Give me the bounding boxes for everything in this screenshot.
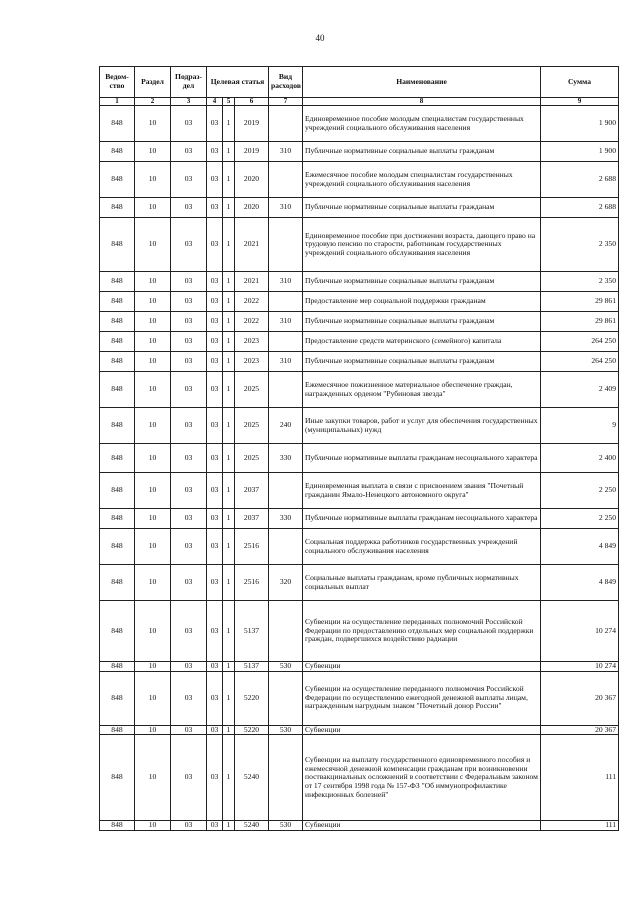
cell-podrazdel: 03 bbox=[171, 312, 207, 332]
cell-podrazdel: 03 bbox=[171, 162, 207, 198]
cell-vedomstvo: 848 bbox=[100, 601, 135, 662]
cell-celevaya-1: 03 bbox=[207, 601, 223, 662]
cell-summa: 264 250 bbox=[541, 332, 619, 352]
cell-razdel: 10 bbox=[135, 162, 171, 198]
col-number: 8 bbox=[303, 98, 541, 106]
cell-razdel: 10 bbox=[135, 601, 171, 662]
cell-celevaya-3: 2020 bbox=[235, 162, 269, 198]
col-number: 9 bbox=[541, 98, 619, 106]
cell-vid-raskhodov bbox=[269, 473, 303, 509]
cell-celevaya-2: 1 bbox=[223, 473, 235, 509]
cell-vedomstvo: 848 bbox=[100, 372, 135, 408]
cell-summa: 2 250 bbox=[541, 509, 619, 529]
cell-podrazdel: 03 bbox=[171, 332, 207, 352]
cell-naimenovanie: Публичные нормативные социальные выплаты гражданам bbox=[303, 142, 541, 162]
cell-celevaya-3: 2021 bbox=[235, 272, 269, 292]
cell-summa: 20 367 bbox=[541, 671, 619, 725]
cell-vid-raskhodov bbox=[269, 106, 303, 142]
cell-celevaya-3: 2037 bbox=[235, 509, 269, 529]
cell-naimenovanie: Субвенции bbox=[303, 662, 541, 672]
cell-podrazdel: 03 bbox=[171, 565, 207, 601]
cell-celevaya-1: 03 bbox=[207, 725, 223, 735]
cell-naimenovanie: Публичные нормативные социальные выплаты гражданам bbox=[303, 272, 541, 292]
cell-podrazdel: 03 bbox=[171, 473, 207, 509]
cell-celevaya-1: 03 bbox=[207, 332, 223, 352]
cell-summa: 2 688 bbox=[541, 162, 619, 198]
cell-vid-raskhodov bbox=[269, 372, 303, 408]
table-row bbox=[100, 142, 619, 162]
cell-vid-raskhodov: 320 bbox=[269, 565, 303, 601]
table-row bbox=[100, 106, 619, 142]
cell-razdel: 10 bbox=[135, 473, 171, 509]
cell-summa: 9 bbox=[541, 408, 619, 444]
cell-vedomstvo: 848 bbox=[100, 408, 135, 444]
cell-celevaya-1: 03 bbox=[207, 106, 223, 142]
cell-razdel: 10 bbox=[135, 198, 171, 218]
cell-vedomstvo: 848 bbox=[100, 198, 135, 218]
cell-celevaya-2: 1 bbox=[223, 408, 235, 444]
cell-naimenovanie: Публичные нормативные социальные выплаты гражданам bbox=[303, 312, 541, 332]
cell-celevaya-1: 03 bbox=[207, 529, 223, 565]
col-number: 1 bbox=[100, 98, 135, 106]
cell-celevaya-3: 2516 bbox=[235, 529, 269, 565]
cell-celevaya-3: 5220 bbox=[235, 671, 269, 725]
cell-celevaya-2: 1 bbox=[223, 332, 235, 352]
cell-razdel: 10 bbox=[135, 352, 171, 372]
table-row bbox=[100, 162, 619, 198]
cell-naimenovanie: Субвенции на осуществление переданного полномочия Российской Федерации по осуществлению ежегодной денежной выплаты лицам, награжденным нагрудным знаком "Почетный донор России" bbox=[303, 671, 541, 725]
cell-naimenovanie: Публичные нормативные социальные выплаты гражданам bbox=[303, 198, 541, 218]
cell-razdel: 10 bbox=[135, 332, 171, 352]
cell-podrazdel: 03 bbox=[171, 408, 207, 444]
cell-celevaya-1: 03 bbox=[207, 408, 223, 444]
cell-vedomstvo: 848 bbox=[100, 218, 135, 272]
cell-celevaya-1: 03 bbox=[207, 162, 223, 198]
cell-celevaya-2: 1 bbox=[223, 352, 235, 372]
cell-naimenovanie: Единовременное пособие молодым специалистам государственных учреждений социального обслуживания населения bbox=[303, 106, 541, 142]
cell-vedomstvo: 848 bbox=[100, 671, 135, 725]
table-row bbox=[100, 725, 619, 735]
cell-celevaya-1: 03 bbox=[207, 473, 223, 509]
cell-summa: 2 400 bbox=[541, 444, 619, 473]
table-row bbox=[100, 473, 619, 509]
cell-summa: 2 350 bbox=[541, 272, 619, 292]
cell-vedomstvo: 848 bbox=[100, 142, 135, 162]
cell-podrazdel: 03 bbox=[171, 662, 207, 672]
col-number: 4 bbox=[207, 98, 223, 106]
table-body bbox=[100, 106, 619, 831]
cell-naimenovanie: Единовременное пособие при достижении возраста, дающего право на трудовую пенсию по старости, работникам государственных учреждений социального обслуживания населения bbox=[303, 218, 541, 272]
table-row bbox=[100, 372, 619, 408]
cell-vedomstvo: 848 bbox=[100, 725, 135, 735]
cell-celevaya-2: 1 bbox=[223, 509, 235, 529]
cell-razdel: 10 bbox=[135, 106, 171, 142]
cell-vid-raskhodov: 530 bbox=[269, 725, 303, 735]
cell-celevaya-1: 03 bbox=[207, 372, 223, 408]
cell-razdel: 10 bbox=[135, 292, 171, 312]
cell-celevaya-1: 03 bbox=[207, 565, 223, 601]
cell-podrazdel: 03 bbox=[171, 509, 207, 529]
cell-vid-raskhodov bbox=[269, 671, 303, 725]
cell-vedomstvo: 848 bbox=[100, 735, 135, 821]
cell-summa: 264 250 bbox=[541, 352, 619, 372]
header-naimenovanie: Наименование bbox=[303, 67, 541, 98]
cell-vedomstvo: 848 bbox=[100, 444, 135, 473]
cell-celevaya-2: 1 bbox=[223, 312, 235, 332]
cell-podrazdel: 03 bbox=[171, 444, 207, 473]
table-row bbox=[100, 735, 619, 821]
col-number: 2 bbox=[135, 98, 171, 106]
cell-celevaya-1: 03 bbox=[207, 735, 223, 821]
cell-celevaya-3: 2019 bbox=[235, 142, 269, 162]
header-celevaya-statya: Целевая статья bbox=[207, 67, 269, 98]
cell-vid-raskhodov: 310 bbox=[269, 142, 303, 162]
cell-podrazdel: 03 bbox=[171, 735, 207, 821]
cell-razdel: 10 bbox=[135, 671, 171, 725]
cell-celevaya-2: 1 bbox=[223, 821, 235, 831]
cell-vedomstvo: 848 bbox=[100, 529, 135, 565]
cell-celevaya-1: 03 bbox=[207, 509, 223, 529]
cell-razdel: 10 bbox=[135, 509, 171, 529]
cell-naimenovanie: Субвенции на выплату государственного единовременного пособия и ежемесячной денежной компенсации гражданам при возникновении поствакцинальных осложнений в соответствии с Федеральным законом от 17 сентября 1998 года № 157-ФЗ "Об иммунопрофилактике инфекционных болезней" bbox=[303, 735, 541, 821]
cell-celevaya-3: 2020 bbox=[235, 198, 269, 218]
cell-celevaya-3: 5240 bbox=[235, 735, 269, 821]
cell-vid-raskhodov bbox=[269, 735, 303, 821]
col-number: 5 bbox=[223, 98, 235, 106]
cell-naimenovanie: Субвенции bbox=[303, 821, 541, 831]
cell-podrazdel: 03 bbox=[171, 218, 207, 272]
cell-razdel: 10 bbox=[135, 444, 171, 473]
cell-naimenovanie: Ежемесячное пособие молодым специалистам государственных учреждений социального обслуживания населения bbox=[303, 162, 541, 198]
cell-razdel: 10 bbox=[135, 372, 171, 408]
cell-summa: 4 849 bbox=[541, 529, 619, 565]
cell-celevaya-1: 03 bbox=[207, 218, 223, 272]
cell-celevaya-1: 03 bbox=[207, 142, 223, 162]
cell-razdel: 10 bbox=[135, 312, 171, 332]
cell-celevaya-1: 03 bbox=[207, 444, 223, 473]
cell-vedomstvo: 848 bbox=[100, 565, 135, 601]
col-number: 7 bbox=[269, 98, 303, 106]
cell-summa: 29 861 bbox=[541, 292, 619, 312]
page-number: 40 bbox=[315, 33, 325, 43]
cell-vid-raskhodov bbox=[269, 162, 303, 198]
cell-vedomstvo: 848 bbox=[100, 312, 135, 332]
cell-vid-raskhodov: 530 bbox=[269, 821, 303, 831]
cell-razdel: 10 bbox=[135, 565, 171, 601]
cell-podrazdel: 03 bbox=[171, 671, 207, 725]
cell-celevaya-2: 1 bbox=[223, 735, 235, 821]
cell-naimenovanie: Субвенции bbox=[303, 725, 541, 735]
table-row bbox=[100, 444, 619, 473]
table-row bbox=[100, 198, 619, 218]
cell-naimenovanie: Ежемесячное пожизненное материальное обеспечение граждан, награжденных орденом "Рубиновая звезда" bbox=[303, 372, 541, 408]
cell-celevaya-3: 2025 bbox=[235, 372, 269, 408]
cell-celevaya-2: 1 bbox=[223, 565, 235, 601]
cell-celevaya-2: 1 bbox=[223, 198, 235, 218]
cell-celevaya-1: 03 bbox=[207, 821, 223, 831]
cell-celevaya-1: 03 bbox=[207, 312, 223, 332]
cell-vedomstvo: 848 bbox=[100, 509, 135, 529]
cell-celevaya-1: 03 bbox=[207, 352, 223, 372]
table-row bbox=[100, 601, 619, 662]
cell-celevaya-2: 1 bbox=[223, 529, 235, 565]
cell-vedomstvo: 848 bbox=[100, 662, 135, 672]
cell-vedomstvo: 848 bbox=[100, 352, 135, 372]
cell-celevaya-3: 2023 bbox=[235, 332, 269, 352]
cell-summa: 2 409 bbox=[541, 372, 619, 408]
table-row bbox=[100, 292, 619, 312]
cell-vid-raskhodov: 330 bbox=[269, 509, 303, 529]
cell-summa: 2 250 bbox=[541, 473, 619, 509]
table-row bbox=[100, 565, 619, 601]
cell-vedomstvo: 848 bbox=[100, 821, 135, 831]
cell-celevaya-3: 2025 bbox=[235, 444, 269, 473]
cell-vid-raskhodov: 240 bbox=[269, 408, 303, 444]
cell-celevaya-3: 2021 bbox=[235, 218, 269, 272]
cell-celevaya-2: 1 bbox=[223, 292, 235, 312]
cell-podrazdel: 03 bbox=[171, 292, 207, 312]
cell-celevaya-3: 2019 bbox=[235, 106, 269, 142]
cell-vedomstvo: 848 bbox=[100, 332, 135, 352]
cell-celevaya-3: 5137 bbox=[235, 601, 269, 662]
col-number: 6 bbox=[235, 98, 269, 106]
table-row bbox=[100, 332, 619, 352]
cell-celevaya-3: 2516 bbox=[235, 565, 269, 601]
cell-naimenovanie: Публичные нормативные выплаты гражданам несоциального характера bbox=[303, 509, 541, 529]
cell-celevaya-1: 03 bbox=[207, 292, 223, 312]
cell-celevaya-3: 2023 bbox=[235, 352, 269, 372]
cell-celevaya-1: 03 bbox=[207, 272, 223, 292]
cell-naimenovanie: Социальная поддержка работников государственных учреждений социального обслуживания населения bbox=[303, 529, 541, 565]
cell-celevaya-2: 1 bbox=[223, 106, 235, 142]
cell-vedomstvo: 848 bbox=[100, 292, 135, 312]
cell-celevaya-2: 1 bbox=[223, 444, 235, 473]
cell-celevaya-3: 5220 bbox=[235, 725, 269, 735]
cell-summa: 4 849 bbox=[541, 565, 619, 601]
cell-vid-raskhodov: 330 bbox=[269, 444, 303, 473]
cell-vid-raskhodov bbox=[269, 292, 303, 312]
cell-podrazdel: 03 bbox=[171, 821, 207, 831]
cell-podrazdel: 03 bbox=[171, 142, 207, 162]
cell-summa: 2 350 bbox=[541, 218, 619, 272]
cell-vedomstvo: 848 bbox=[100, 162, 135, 198]
cell-vedomstvo: 848 bbox=[100, 272, 135, 292]
cell-celevaya-1: 03 bbox=[207, 198, 223, 218]
cell-vid-raskhodov: 310 bbox=[269, 198, 303, 218]
cell-razdel: 10 bbox=[135, 725, 171, 735]
budget-table bbox=[99, 66, 619, 831]
cell-podrazdel: 03 bbox=[171, 272, 207, 292]
header-summa: Сумма bbox=[541, 67, 619, 98]
cell-summa: 111 bbox=[541, 735, 619, 821]
cell-summa: 1 900 bbox=[541, 142, 619, 162]
cell-naimenovanie: Публичные нормативные социальные выплаты гражданам bbox=[303, 352, 541, 372]
cell-razdel: 10 bbox=[135, 408, 171, 444]
cell-podrazdel: 03 bbox=[171, 725, 207, 735]
cell-celevaya-3: 5137 bbox=[235, 662, 269, 672]
cell-naimenovanie: Предоставление мер социальной поддержки гражданам bbox=[303, 292, 541, 312]
cell-celevaya-3: 2025 bbox=[235, 408, 269, 444]
cell-vid-raskhodov: 310 bbox=[269, 352, 303, 372]
cell-summa: 10 274 bbox=[541, 662, 619, 672]
table-row bbox=[100, 529, 619, 565]
cell-celevaya-3: 2037 bbox=[235, 473, 269, 509]
table-row bbox=[100, 662, 619, 672]
cell-vid-raskhodov bbox=[269, 529, 303, 565]
cell-summa: 111 bbox=[541, 821, 619, 831]
cell-razdel: 10 bbox=[135, 821, 171, 831]
cell-naimenovanie: Публичные нормативные выплаты гражданам несоциального характера bbox=[303, 444, 541, 473]
table-row bbox=[100, 408, 619, 444]
cell-celevaya-2: 1 bbox=[223, 272, 235, 292]
cell-vedomstvo: 848 bbox=[100, 106, 135, 142]
table-row bbox=[100, 352, 619, 372]
cell-naimenovanie: Социальные выплаты гражданам, кроме публичных нормативных социальных выплат bbox=[303, 565, 541, 601]
cell-celevaya-2: 1 bbox=[223, 218, 235, 272]
cell-vid-raskhodov: 310 bbox=[269, 312, 303, 332]
cell-celevaya-2: 1 bbox=[223, 725, 235, 735]
table-row bbox=[100, 671, 619, 725]
header-vedomstvo: Ведом-ство bbox=[100, 67, 135, 98]
cell-celevaya-2: 1 bbox=[223, 601, 235, 662]
cell-razdel: 10 bbox=[135, 735, 171, 821]
cell-vid-raskhodov bbox=[269, 332, 303, 352]
cell-celevaya-2: 1 bbox=[223, 662, 235, 672]
cell-celevaya-2: 1 bbox=[223, 372, 235, 408]
cell-summa: 29 861 bbox=[541, 312, 619, 332]
table-row bbox=[100, 218, 619, 272]
cell-celevaya-1: 03 bbox=[207, 662, 223, 672]
cell-vedomstvo: 848 bbox=[100, 473, 135, 509]
header-razdel: Раздел bbox=[135, 67, 171, 98]
cell-vid-raskhodov: 530 bbox=[269, 662, 303, 672]
cell-vid-raskhodov bbox=[269, 601, 303, 662]
cell-naimenovanie: Субвенции на осуществление переданных полномочий Российской Федерации по предоставлению отдельных мер социальной поддержки граждан, подвергшихся воздействию радиации bbox=[303, 601, 541, 662]
table-row bbox=[100, 821, 619, 831]
table-row bbox=[100, 509, 619, 529]
cell-summa: 20 367 bbox=[541, 725, 619, 735]
cell-razdel: 10 bbox=[135, 529, 171, 565]
cell-razdel: 10 bbox=[135, 142, 171, 162]
cell-razdel: 10 bbox=[135, 272, 171, 292]
col-number: 3 bbox=[171, 98, 207, 106]
cell-celevaya-2: 1 bbox=[223, 671, 235, 725]
header-row bbox=[100, 67, 619, 98]
cell-razdel: 10 bbox=[135, 662, 171, 672]
cell-podrazdel: 03 bbox=[171, 352, 207, 372]
cell-summa: 1 900 bbox=[541, 106, 619, 142]
cell-podrazdel: 03 bbox=[171, 529, 207, 565]
cell-podrazdel: 03 bbox=[171, 198, 207, 218]
cell-summa: 2 688 bbox=[541, 198, 619, 218]
column-number-row bbox=[100, 98, 619, 106]
cell-razdel: 10 bbox=[135, 218, 171, 272]
cell-summa: 10 274 bbox=[541, 601, 619, 662]
cell-celevaya-2: 1 bbox=[223, 142, 235, 162]
cell-podrazdel: 03 bbox=[171, 372, 207, 408]
cell-naimenovanie: Единовременная выплата в связи с присвоением звания "Почетный гражданин Ямало-Ненецкого автономного округа" bbox=[303, 473, 541, 509]
table-row bbox=[100, 272, 619, 292]
cell-naimenovanie: Иные закупки товаров, работ и услуг для обеспечения государственных (муниципальных) нужд bbox=[303, 408, 541, 444]
table-row bbox=[100, 312, 619, 332]
cell-vid-raskhodov bbox=[269, 218, 303, 272]
cell-vid-raskhodov: 310 bbox=[269, 272, 303, 292]
header-vid-raskhodov: Вид расходов bbox=[269, 67, 303, 98]
cell-celevaya-3: 5240 bbox=[235, 821, 269, 831]
cell-podrazdel: 03 bbox=[171, 106, 207, 142]
cell-celevaya-2: 1 bbox=[223, 162, 235, 198]
cell-naimenovanie: Предоставление средств материнского (семейного) капитала bbox=[303, 332, 541, 352]
cell-celevaya-3: 2022 bbox=[235, 292, 269, 312]
header-podrazdel: Подраз-дел bbox=[171, 67, 207, 98]
cell-podrazdel: 03 bbox=[171, 601, 207, 662]
cell-celevaya-1: 03 bbox=[207, 671, 223, 725]
cell-celevaya-3: 2022 bbox=[235, 312, 269, 332]
